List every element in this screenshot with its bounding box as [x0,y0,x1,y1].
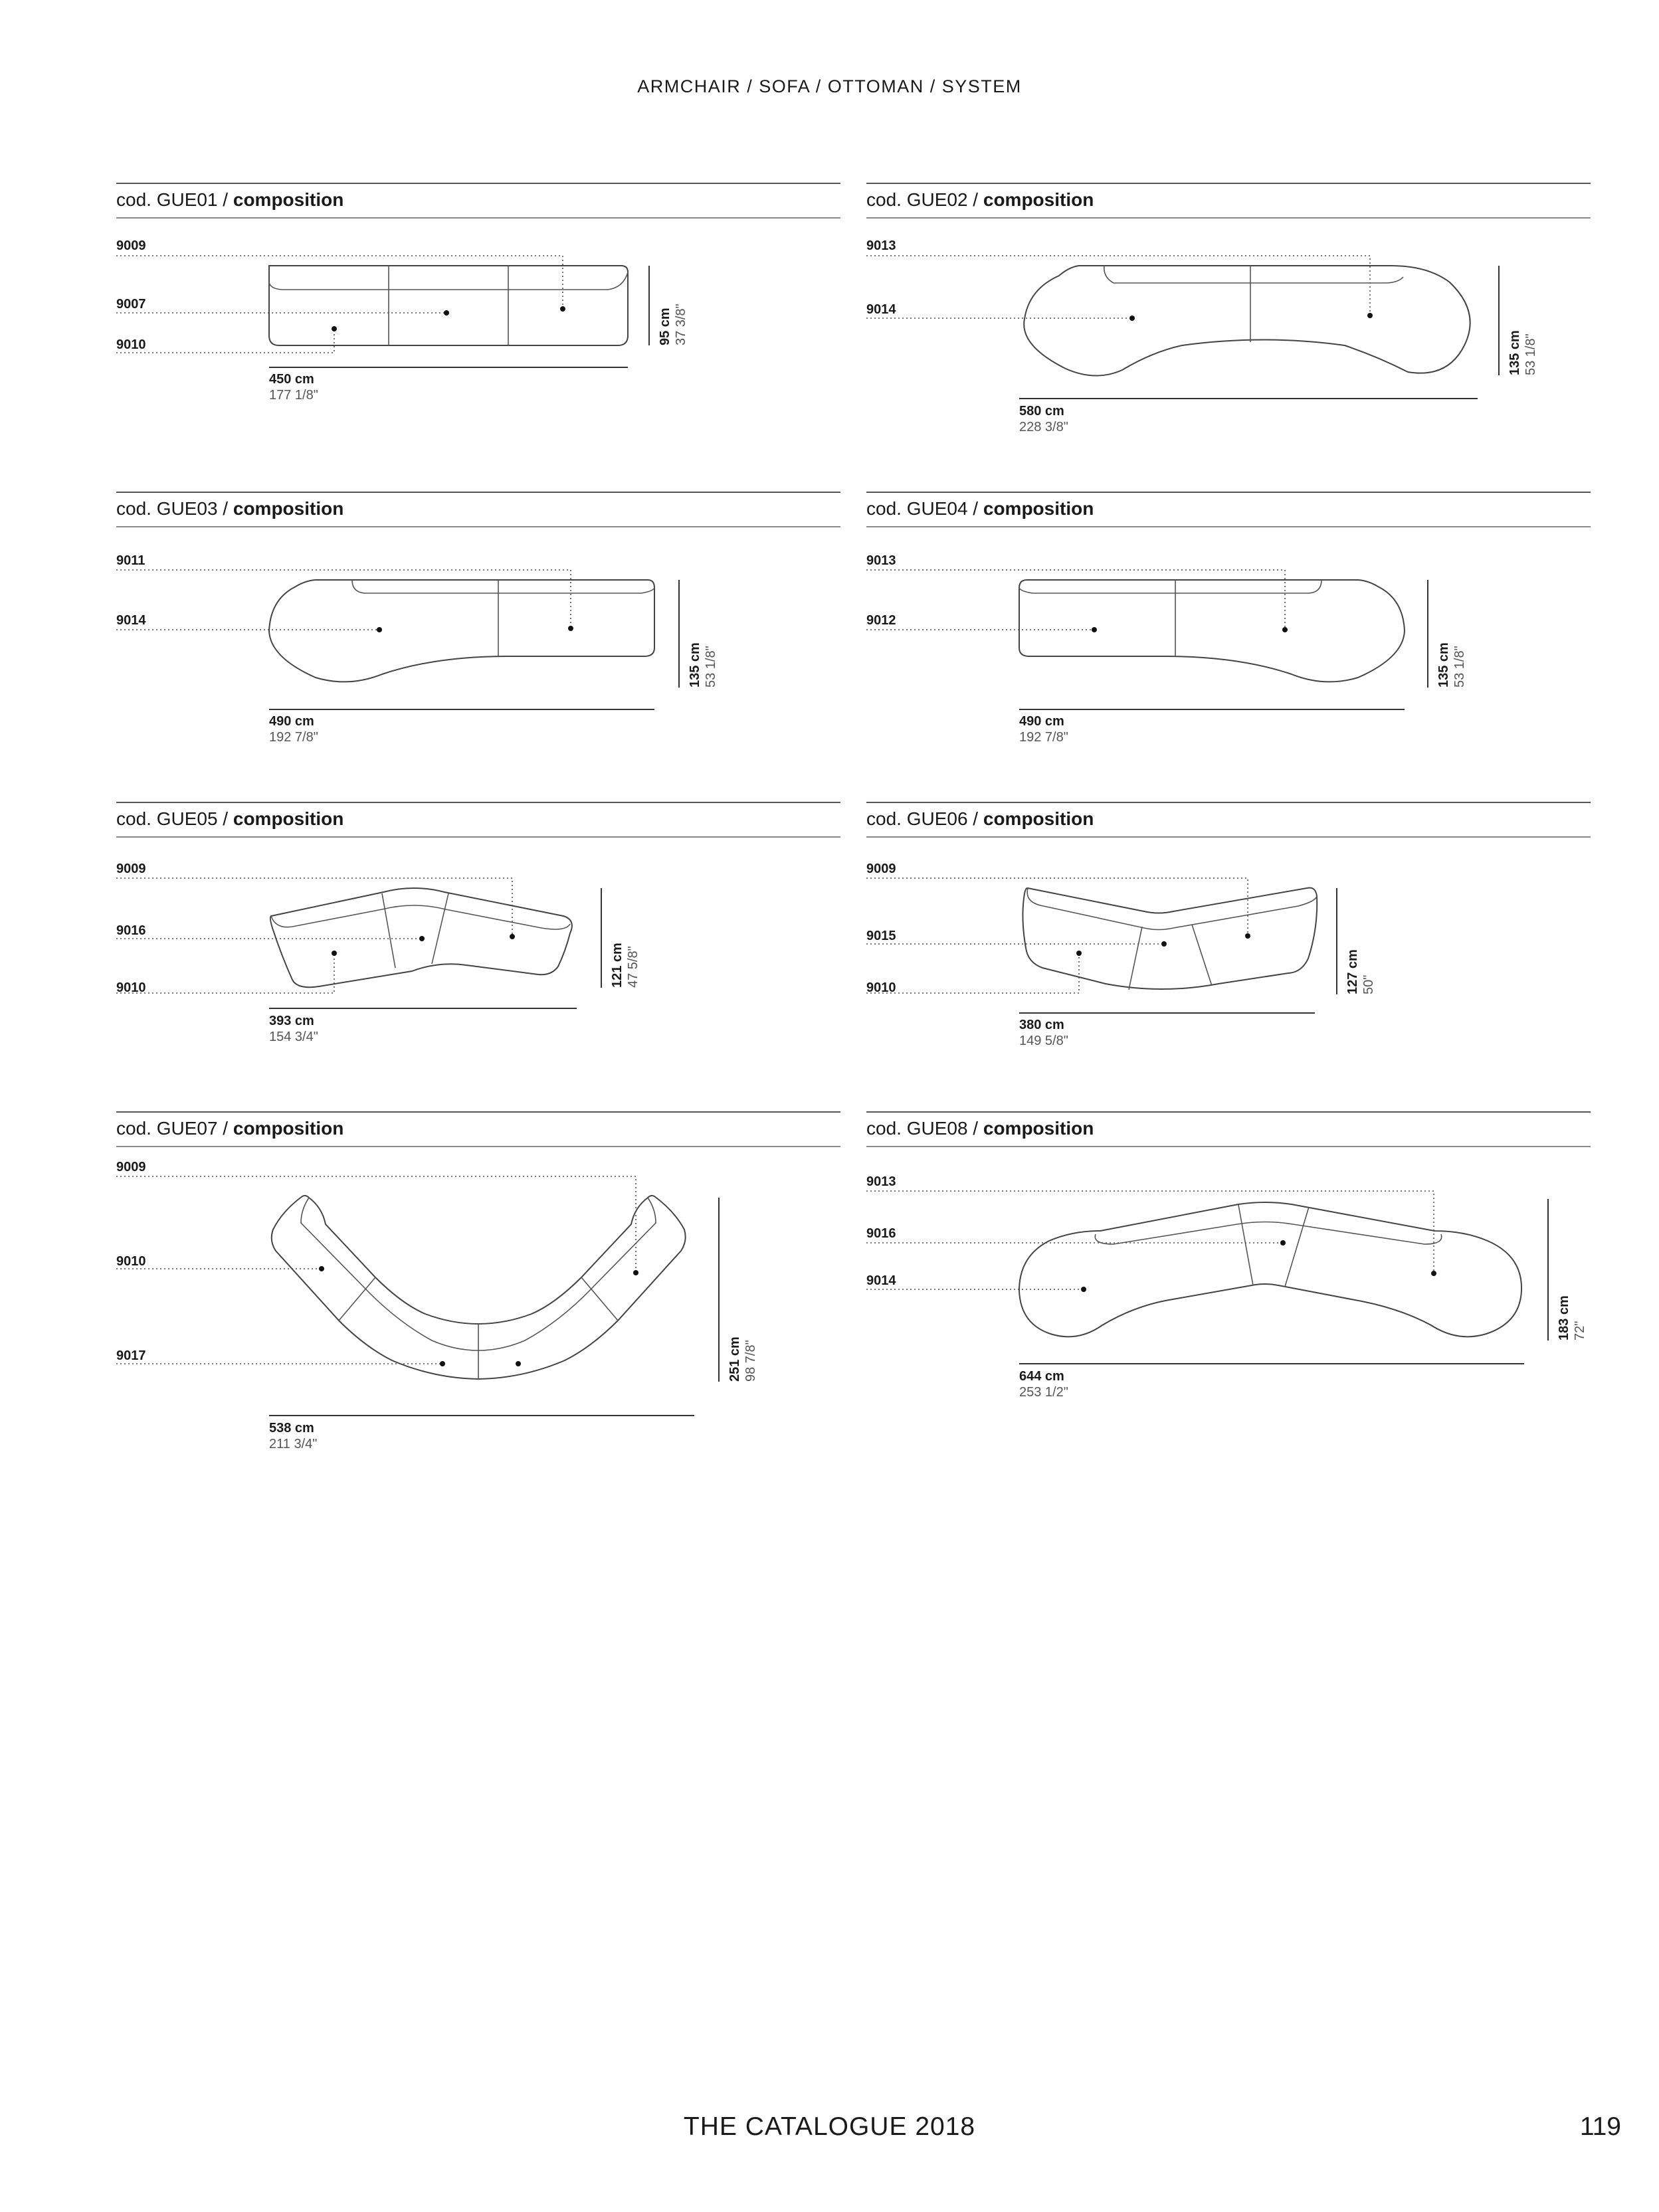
module-marker [319,1266,324,1271]
height-cm: 251 cm [728,1336,742,1382]
width-cm: 580 cm [1019,404,1064,418]
width-cm: 450 cm [269,372,314,387]
module-code-label: 9016 [866,1226,896,1241]
module-marker [332,326,337,331]
width-inches: 211 3/4" [269,1437,318,1451]
composition-gue07 [116,1111,840,1451]
height-cm: 183 cm [1557,1295,1571,1340]
height-cm: 127 cm [1345,949,1360,994]
module-code-label: 9009 [116,1160,146,1174]
width-inches: 228 3/8" [1019,420,1068,434]
leader-line [866,878,1248,936]
module-divider [1129,927,1142,990]
module-marker [633,1270,638,1275]
composition-gue06 [866,802,1591,1094]
height-label [1436,642,1467,688]
sofa-outline [1019,580,1405,682]
height-label [728,1336,758,1382]
width-cm: 644 cm [1019,1369,1064,1384]
page-number: 119 [1579,2112,1621,2141]
module-divider [1238,1205,1253,1285]
height-label [1345,949,1376,994]
module-code-label: 9013 [866,238,896,253]
width-inches: 192 7/8" [1019,730,1068,745]
module-code-label: 9014 [116,613,146,628]
module-marker [516,1361,521,1366]
module-code-label: 9013 [866,1174,896,1189]
module-marker [510,934,515,939]
width-inches: 154 3/4" [269,1030,318,1044]
composition-gue01 [116,183,840,475]
composition-gue03 [116,492,840,784]
width-inches: 192 7/8" [269,730,318,745]
module-divider [339,1277,375,1321]
module-code-label: 9011 [116,553,146,568]
module-marker [1092,627,1097,632]
width-cm: 490 cm [1019,714,1064,729]
module-code-label: 9009 [116,862,146,876]
module-code-label: 9007 [116,297,146,312]
composition-gue05 [116,802,840,1094]
leader-line [116,329,334,353]
height-cm: 135 cm [1436,642,1451,688]
composition-title: cod. GUE06 / composition [866,808,1094,829]
leader-line [116,256,563,309]
module-divider [382,893,395,968]
module-code-label: 9009 [866,862,896,876]
leader-line [116,1176,636,1273]
composition-title: cod. GUE01 / composition [116,189,344,210]
module-code-label: 9010 [116,337,146,352]
module-code-label: 9010 [866,980,896,995]
module-marker [568,626,573,631]
page-header: ARMCHAIR / SOFA / OTTOMAN / SYSTEM [637,76,1022,96]
composition-title: cod. GUE08 / composition [866,1118,1094,1139]
module-divider [432,893,448,964]
module-divider [581,1277,618,1321]
module-divider [1285,1207,1309,1287]
module-code-label: 9014 [866,1273,896,1288]
module-marker [1076,951,1082,956]
leader-line [866,256,1370,316]
module-code-label: 9014 [866,302,896,317]
module-marker [440,1361,445,1366]
width-inches: 149 5/8" [1019,1034,1068,1048]
module-marker [377,627,382,632]
module-code-label: 9015 [866,929,896,943]
height-label [1557,1295,1587,1340]
leader-line [116,570,571,628]
leader-line [866,953,1079,993]
composition-gue04 [866,492,1591,784]
width-cm: 490 cm [269,714,314,729]
module-divider [1192,925,1212,986]
catalogue-title: THE CATALOGUE 2018 [683,2112,976,2141]
sofa-drawing [116,1111,840,1510]
height-cm: 135 cm [1508,330,1522,375]
height-inches: 53 1/8" [1452,646,1467,688]
module-marker [560,306,565,312]
composition-title: cod. GUE02 / composition [866,189,1094,210]
module-code-label: 9009 [116,238,146,253]
sofa-outline [1024,266,1470,376]
module-marker [1129,316,1135,321]
module-marker [1161,941,1167,947]
composition-gue02 [866,183,1591,475]
composition-title: cod. GUE03 / composition [116,498,344,519]
sofa-outline [1023,888,1317,990]
module-marker [1431,1271,1436,1276]
module-marker [332,951,337,956]
height-label [688,642,718,688]
height-label [658,304,688,345]
module-marker [444,310,449,316]
height-inches: 37 3/8" [674,304,688,345]
sofa-outline [269,266,628,345]
sofa-backrest [1095,1222,1441,1245]
height-inches: 53 1/8" [704,646,718,688]
module-code-label: 9017 [116,1348,146,1363]
module-marker [1367,313,1373,318]
module-marker [1245,933,1250,939]
sofa-backrest [269,272,628,290]
sofa-drawing [866,1111,1591,1510]
height-inches: 50" [1361,974,1376,994]
composition-title: cod. GUE05 / composition [116,808,344,829]
width-inches: 253 1/2" [1019,1385,1068,1400]
height-label [610,943,640,988]
leader-line [116,953,334,993]
height-cm: 121 cm [610,943,625,988]
height-label [1508,330,1538,375]
height-inches: 47 5/8" [626,946,640,988]
module-code-label: 9010 [116,980,146,995]
width-cm: 380 cm [1019,1018,1064,1032]
width-inches: 177 1/8" [269,388,318,403]
height-inches: 98 7/8" [743,1340,758,1382]
module-marker [1280,1240,1286,1245]
composition-title: cod. GUE07 / composition [116,1118,344,1139]
module-code-label: 9010 [116,1254,146,1269]
composition-gue08 [866,1111,1591,1404]
sofa-backrest [1104,266,1403,283]
sofa-backrest [352,580,654,593]
height-cm: 95 cm [658,308,672,345]
sofa-backrest [1019,580,1321,593]
width-cm: 393 cm [269,1014,314,1028]
height-inches: 53 1/8" [1523,333,1538,375]
height-cm: 135 cm [688,642,702,688]
sofa-outline [269,580,654,682]
module-marker [1081,1287,1086,1292]
module-code-label: 9013 [866,553,896,568]
module-code-label: 9012 [866,613,896,628]
module-code-label: 9016 [116,923,146,938]
height-inches: 72" [1573,1321,1587,1340]
leader-line [866,570,1285,630]
module-marker [1282,627,1288,632]
module-marker [419,936,425,941]
width-cm: 538 cm [269,1421,314,1435]
composition-title: cod. GUE04 / composition [866,498,1094,519]
